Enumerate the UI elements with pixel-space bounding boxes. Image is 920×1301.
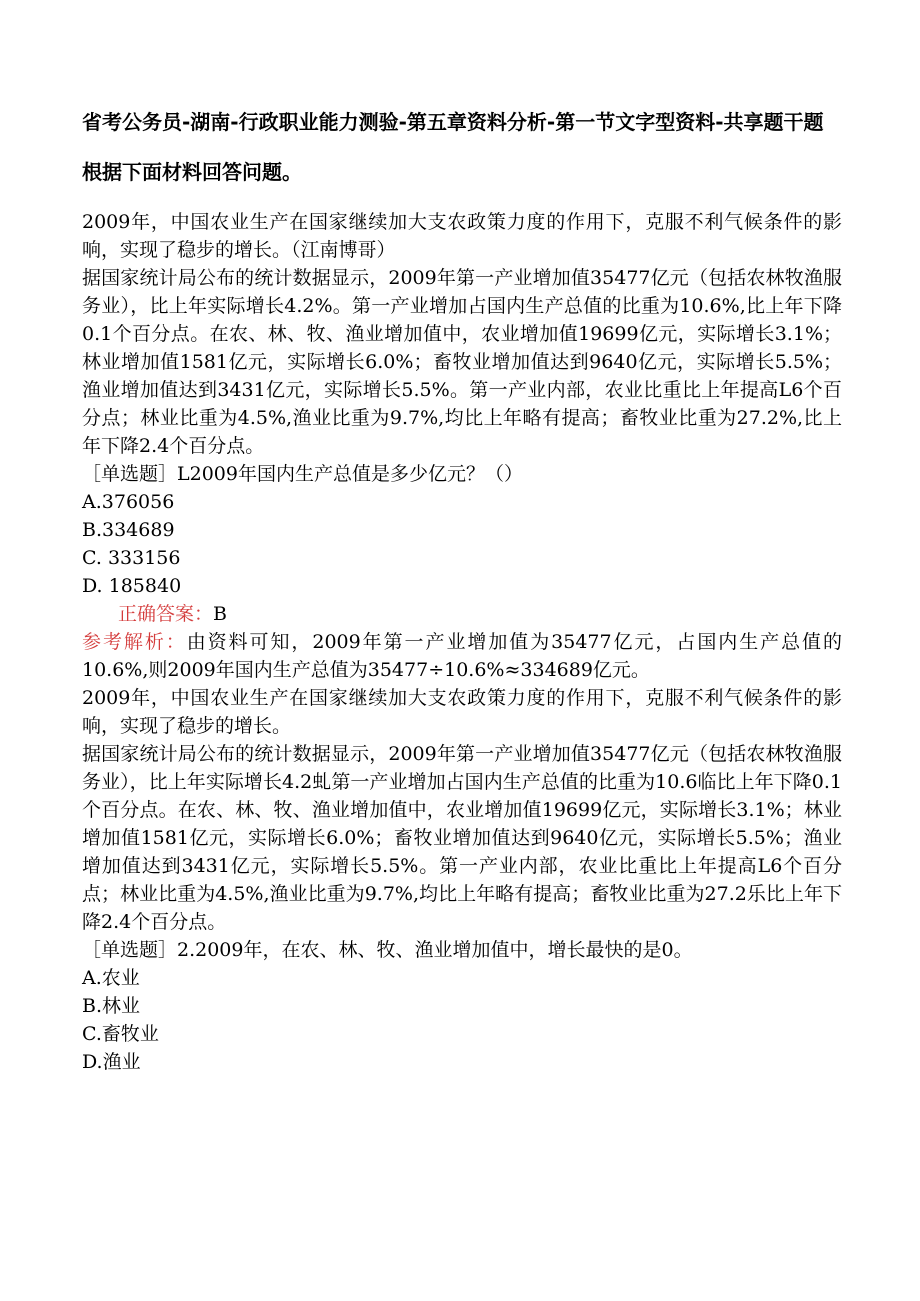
passage-1-paragraph-1: 2009年，中国农业生产在国家继续加大支农政策力度的作用下，克服不利气候条件的影响，实现了稳步的增长。（江南博哥） xyxy=(82,211,842,261)
question-2 xyxy=(82,936,842,1076)
analysis-text: 由资料可知，2009年第一产业增加值为35477亿元，占国内生产总值的10.6%,则2009年国内生产总值为35477÷10.6%≈334689亿元。 xyxy=(82,631,842,681)
instruction-text: 根据下面材料回答问题。 xyxy=(82,160,302,184)
answer-label: 正确答案： xyxy=(118,603,214,625)
question-1-analysis xyxy=(82,628,842,684)
answer-value: B xyxy=(213,603,227,625)
question-2-options xyxy=(82,964,842,1076)
passage-2-paragraph-2: 据国家统计局公布的统计数据显示，2009年第一产业增加值35477亿元（包括农林牧渔服务业），比上年实际增长4.2虬第一产业增加占国内生产总值的比重为10.6临比上年下降0.1个百分点。在农、林、牧、渔业增加值中，农业增加值19699亿元，实际增长3.1%；林业增加值1581亿元，实际增长6.0%；畜牧业增加值达到9640亿元，实际增长5.5%；渔业增加值达到3431亿元，实际增长5.5%。第一产业内部，农业比重比上年提高L6个百分点；林业比重为4.5%,渔业比重为9.7%,均比上年略有提高；畜牧业比重为27.2乐比上年下降2.4个百分点。 xyxy=(82,743,842,933)
question-1-option-c: C. 333156 xyxy=(82,547,181,569)
passage-2-paragraph-1: 2009年，中国农业生产在国家继续加大支农政策力度的作用下，克服不利气候条件的影响，实现了稳步的增长。 xyxy=(82,687,842,737)
question-2-option-b: B.林业 xyxy=(82,995,141,1017)
question-2-option-c: C.畜牧业 xyxy=(82,1023,159,1045)
passage-1-paragraph-2: 据国家统计局公布的统计数据显示，2009年第一产业增加值35477亿元（包括农林牧渔服务业），比上年实际增长4.2%。第一产业增加占国内生产总值的比重为10.6%,比上年下降0.1个百分点。在农、林、牧、渔业增加值中，农业增加值19699亿元，实际增长3.1%；林业增加值1581亿元，实际增长6.0%；畜牧业增加值达到9640亿元，实际增长5.5%；渔业增加值达到3431亿元，实际增长5.5%。第一产业内部，农业比重比上年提高L6个百分点；林业比重为4.5%,渔业比重为9.7%,均比上年略有提高；畜牧业比重为27.2%,比上年下降2.4个百分点。 xyxy=(82,267,842,457)
passage-1 xyxy=(82,208,842,460)
question-1-option-b: B.334689 xyxy=(82,519,175,541)
question-2-option-d: D.渔业 xyxy=(82,1051,141,1073)
question-1-answer xyxy=(82,600,842,628)
question-2-stem: ［单选题］2.2009年，在农、林、牧、渔业增加值中，增长最快的是0。 xyxy=(82,939,693,961)
document-page xyxy=(82,108,842,1076)
passage-2 xyxy=(82,684,842,936)
question-1 xyxy=(82,460,842,684)
question-1-stem: ［单选题］L2009年国内生产总值是多少亿元？（） xyxy=(82,463,523,485)
question-1-option-a: A.376056 xyxy=(82,491,175,513)
question-2-option-a: A.农业 xyxy=(82,967,140,989)
question-1-option-d: D. 185840 xyxy=(82,575,182,597)
analysis-label: 参考解析： xyxy=(82,631,187,653)
question-1-options xyxy=(82,488,842,600)
document-title: 省考公务员-湖南-行政职业能力测验-第五章资料分析-第一节文字型资料-共享题干题 xyxy=(82,110,824,134)
